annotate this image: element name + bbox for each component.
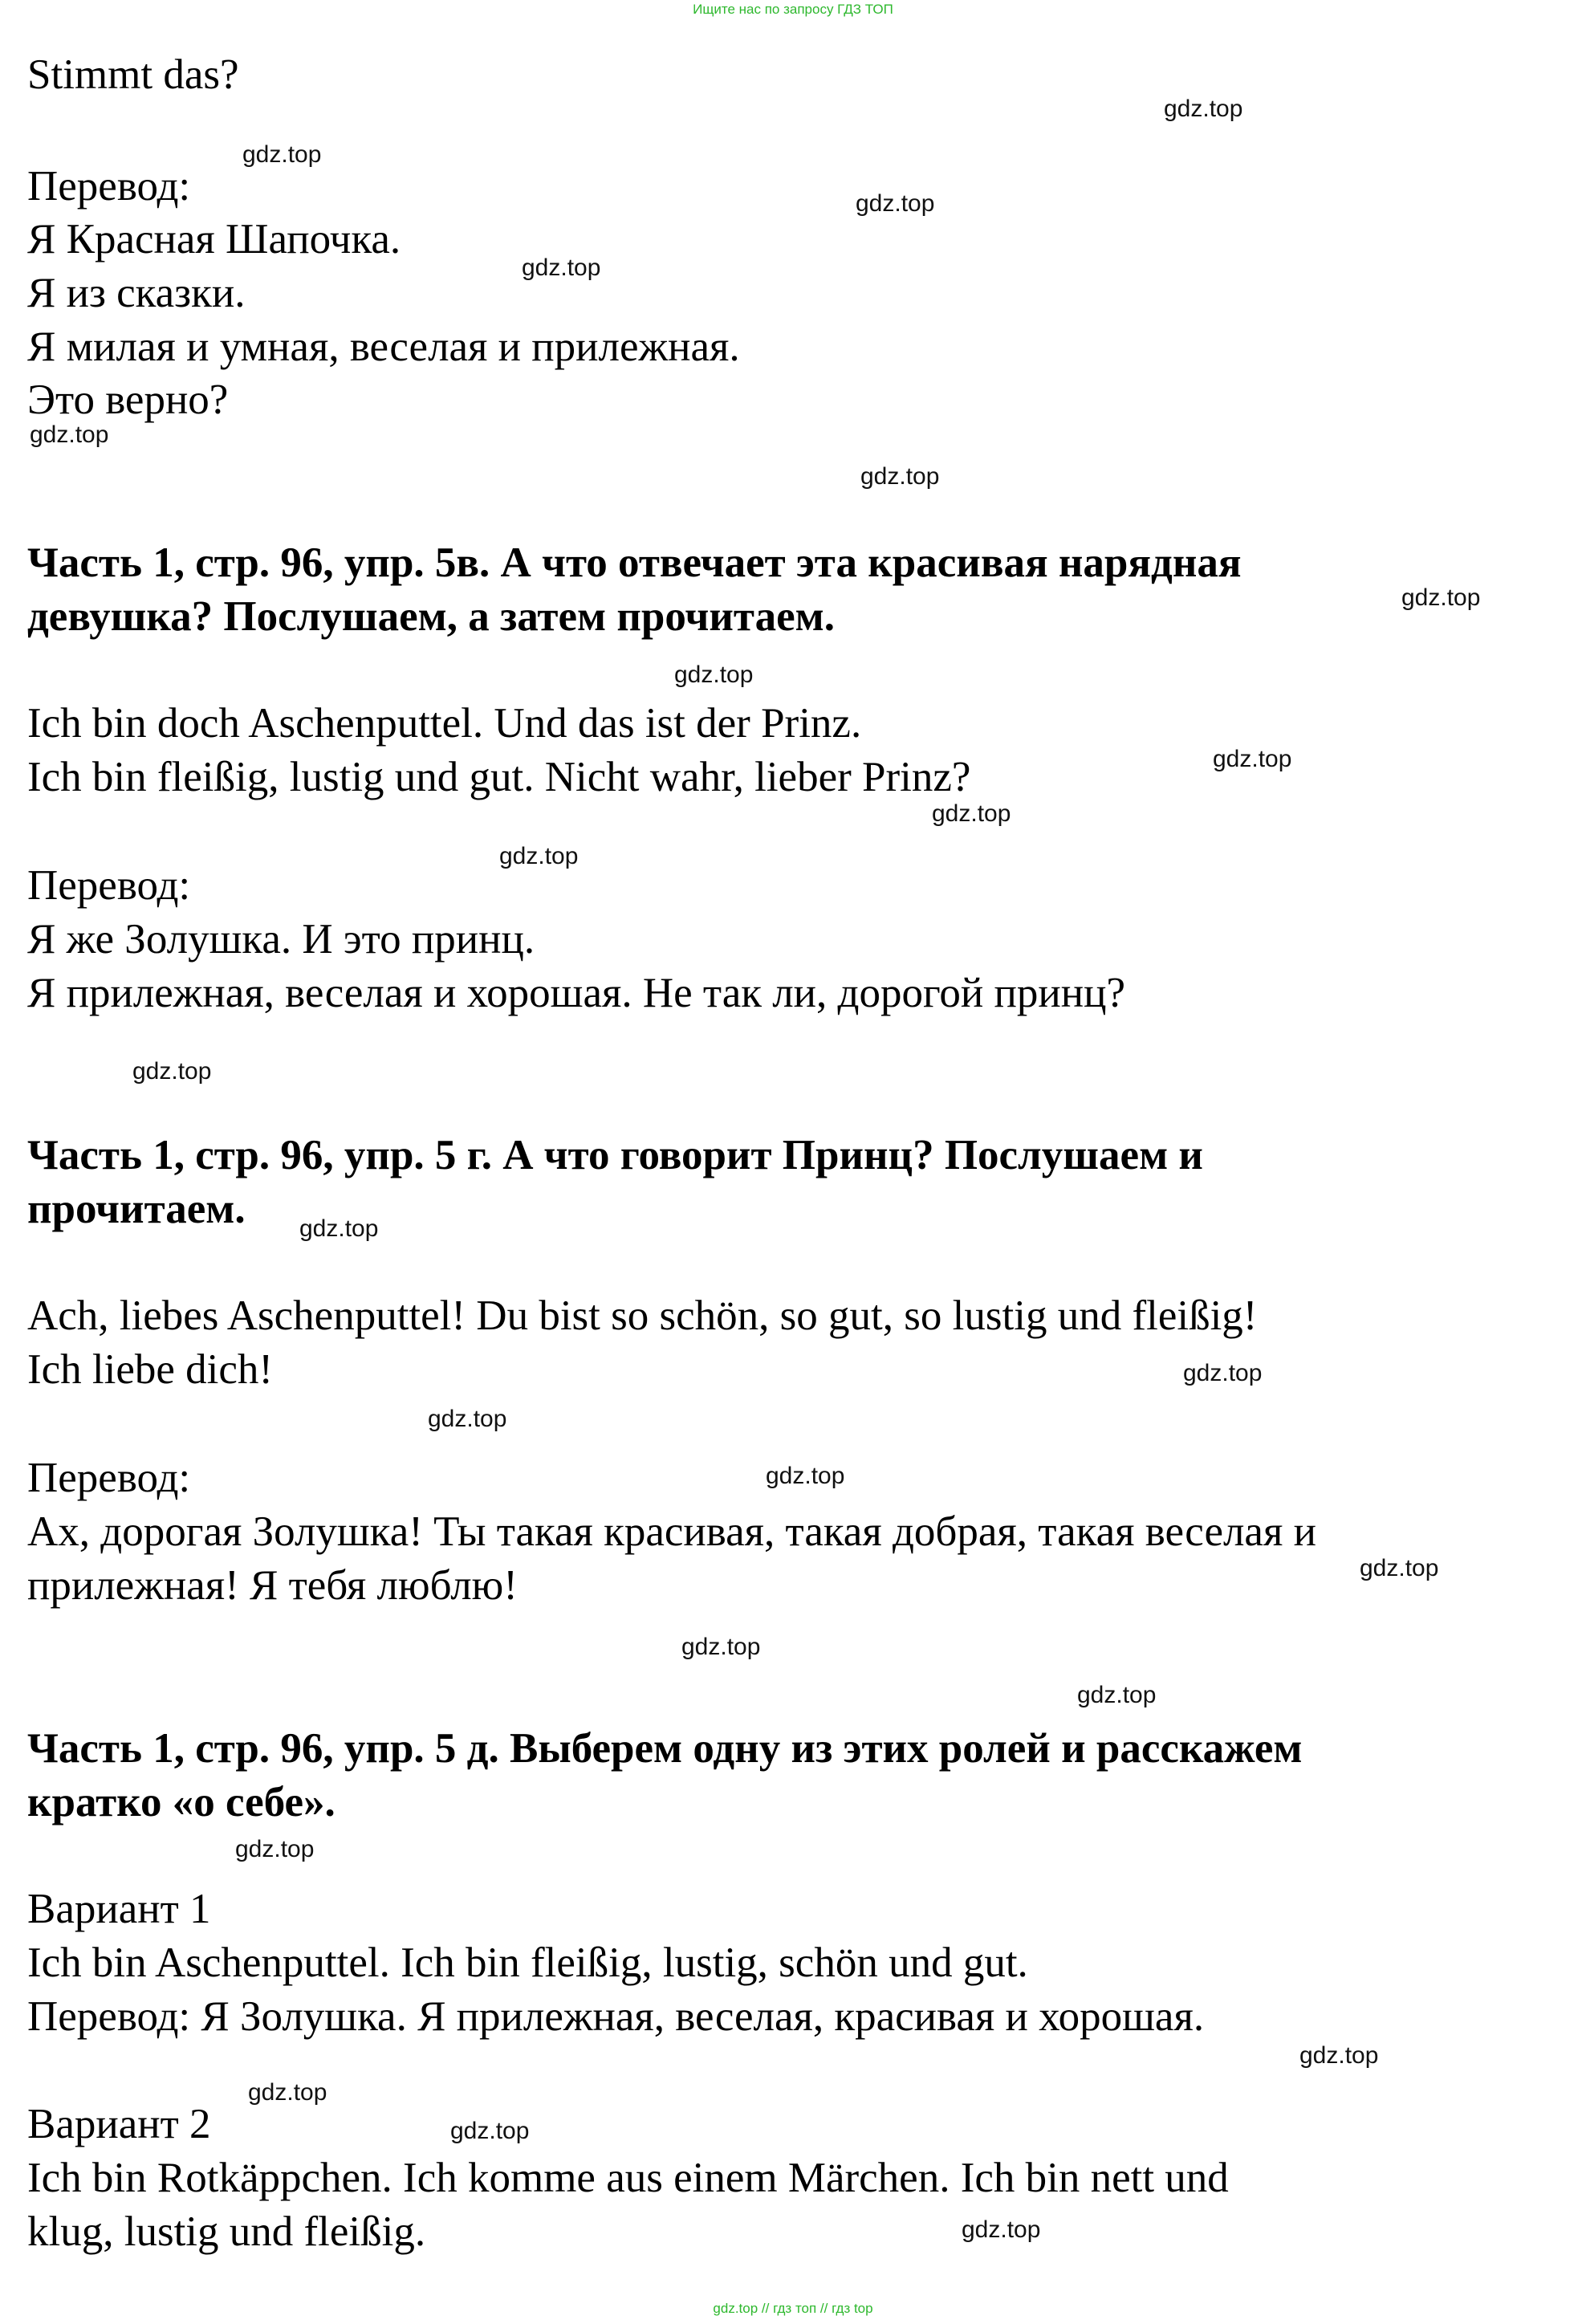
section-5v-translation-label: Перевод: (27, 862, 191, 909)
variant-2-original-line-2: klug, lustig und fleißig. (27, 2208, 426, 2255)
section-5d-heading-line-1: Часть 1, стр. 96, упр. 5 д. Выберем одну из этих ролей и расскажем (27, 1725, 1303, 1772)
watermark: gdz.top (860, 463, 940, 490)
watermark: gdz.top (428, 1406, 507, 1432)
watermark: gdz.top (681, 1634, 761, 1660)
watermark: gdz.top (450, 2118, 530, 2144)
section-5g-translation-line-1: Ах, дорогая Золушка! Ты такая красивая, такая добрая, такая веселая и (27, 1508, 1316, 1555)
watermark: gdz.top (1164, 96, 1243, 122)
watermark: gdz.top (1299, 2042, 1379, 2069)
intro-translation-line-3: Я милая и умная, веселая и прилежная. (27, 324, 740, 370)
watermark: gdz.top (856, 190, 935, 217)
section-5v-heading-line-2: девушка? Послушаем, а затем прочитаем. (27, 593, 835, 640)
section-5g-translation-line-2: прилежная! Я тебя люблю! (27, 1562, 518, 1609)
section-5g-translation-label: Перевод: (27, 1455, 191, 1501)
watermark: gdz.top (766, 1463, 845, 1489)
section-5g-original-line-2: Ich liebe dich! (27, 1346, 274, 1393)
section-5g-heading-line-1: Часть 1, стр. 96, упр. 5 г. А что говорит Принц? Послушаем и (27, 1132, 1203, 1178)
section-5v-heading-line-1: Часть 1, стр. 96, упр. 5в. А что отвечает эта красивая нарядная (27, 539, 1242, 586)
watermark: gdz.top (674, 661, 754, 688)
watermark: gdz.top (1183, 1360, 1263, 1386)
top-banner: Ищите нас по запросу ГДЗ ТОП (693, 2, 893, 17)
intro-translation-line-4: Это верно? (27, 376, 229, 423)
watermark: gdz.top (299, 1215, 379, 1242)
watermark: gdz.top (932, 800, 1011, 827)
variant-1-translation: Перевод: Я Золушка. Я прилежная, веселая, красивая и хорошая. (27, 1993, 1205, 2040)
section-5v-translation-line-1: Я же Золушка. И это принц. (27, 916, 535, 963)
variant-1-label: Вариант 1 (27, 1886, 211, 1932)
intro-translation-line-2: Я из сказки. (27, 270, 246, 316)
variant-1-original: Ich bin Aschenputtel. Ich bin fleißig, lustig, schön und gut. (27, 1939, 1028, 1986)
section-5g-original-line-1: Ach, liebes Aschenputtel! Du bist so schön, so gut, so lustig und fleißig! (27, 1292, 1258, 1339)
intro-original: Stimmt das? (27, 51, 239, 98)
intro-translation-line-1: Я Красная Шапочка. (27, 216, 401, 263)
watermark: gdz.top (1401, 584, 1481, 611)
watermark: gdz.top (132, 1058, 212, 1085)
watermark: gdz.top (1213, 746, 1292, 772)
watermark: gdz.top (522, 254, 601, 281)
watermark: gdz.top (1077, 1682, 1157, 1708)
section-5g-heading-line-2: прочитаем. (27, 1186, 246, 1232)
watermark: gdz.top (962, 2216, 1041, 2243)
watermark: gdz.top (242, 141, 322, 168)
variant-2-label: Вариант 2 (27, 2101, 211, 2147)
footer: gdz.top // гдз топ // гдз top (713, 2301, 873, 2316)
section-5v-original-line-1: Ich bin doch Aschenputtel. Und das ist der Prinz. (27, 700, 862, 747)
watermark: gdz.top (248, 2079, 327, 2106)
variant-2-original-line-1: Ich bin Rotkäppchen. Ich komme aus einem Märchen. Ich bin nett und (27, 2155, 1229, 2201)
watermark: gdz.top (30, 421, 109, 448)
section-5v-original-line-2: Ich bin fleißig, lustig und gut. Nicht wahr, lieber Prinz? (27, 754, 971, 800)
section-5v-translation-line-2: Я прилежная, веселая и хорошая. Не так ли, дорогой принц? (27, 970, 1126, 1016)
watermark: gdz.top (499, 843, 579, 869)
watermark: gdz.top (235, 1836, 315, 1862)
watermark: gdz.top (1360, 1555, 1439, 1581)
section-5d-heading-line-2: кратко «о себе». (27, 1779, 336, 1825)
intro-translation-label: Перевод: (27, 163, 191, 210)
